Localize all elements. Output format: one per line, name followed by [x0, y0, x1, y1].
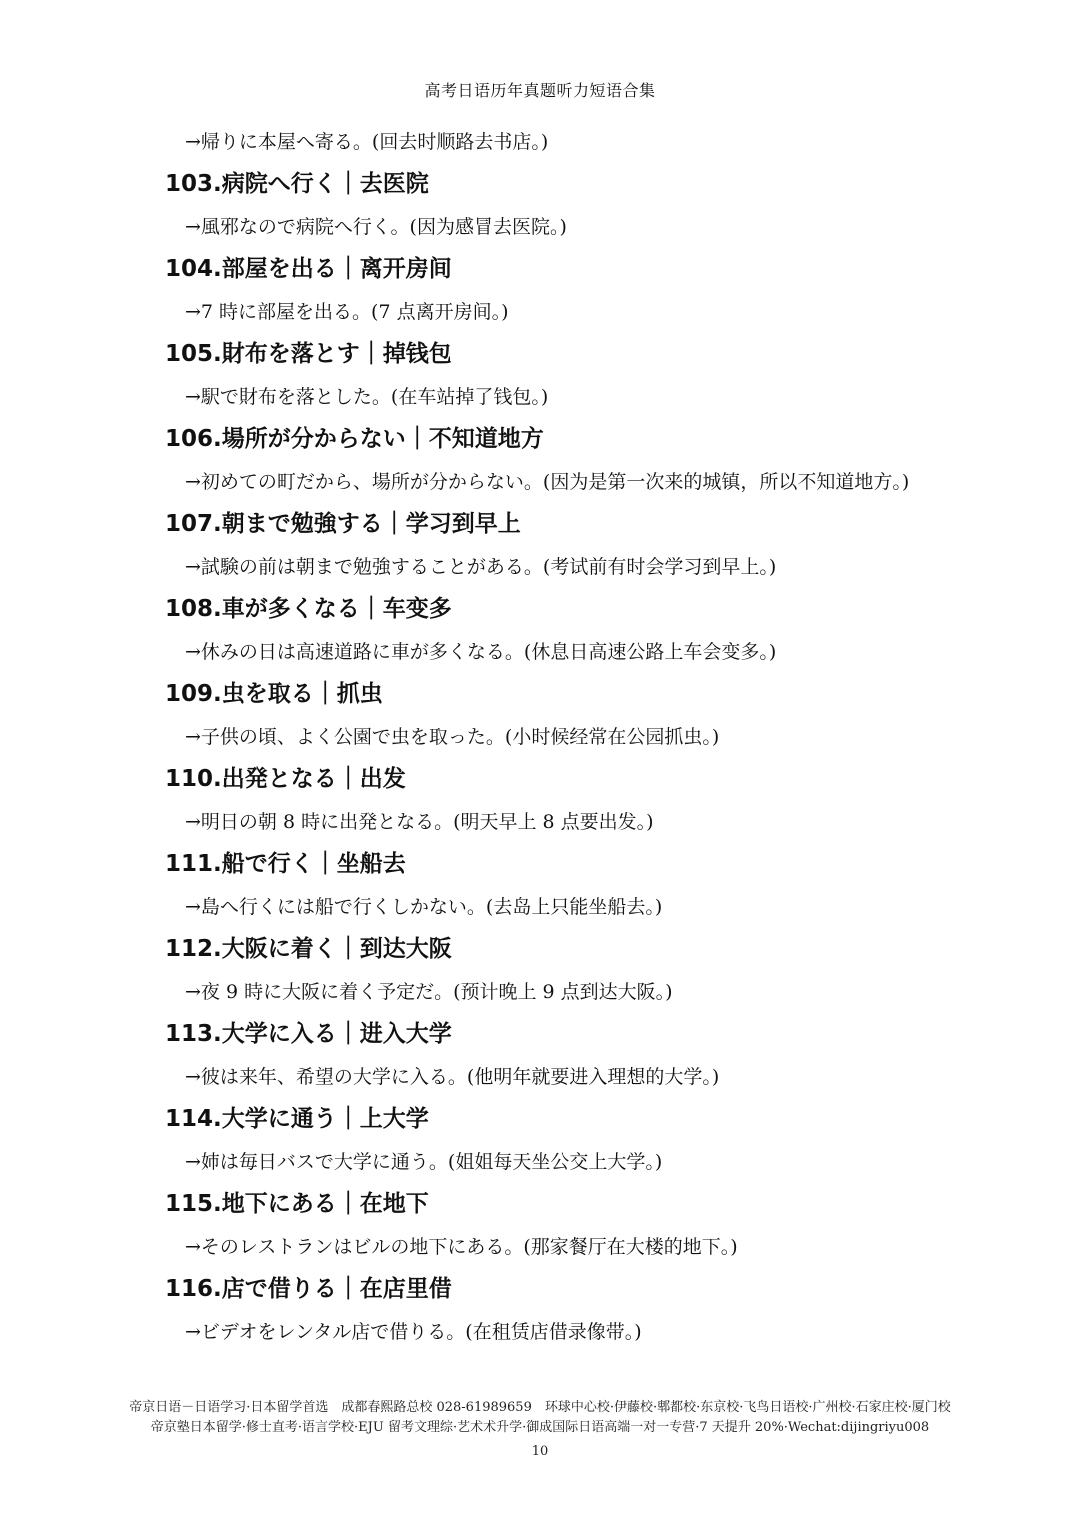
phrase-example: →休みの日は高速道路に車が多くなる。(休息日高速公路上车会变多。): [185, 641, 777, 663]
phrase-example: →子供の頃、よく公園で虫を取った。(小时候经常在公园抓虫。): [185, 726, 720, 748]
phrase-example: →ビデオをレンタル店で借りる。(在租赁店借录像带。): [185, 1321, 642, 1343]
footer-line-services: 帝京塾日本留学·修士直考·语言学校·EJU 留考文理综·艺术术升学·御成国际日语高端一对一专营·7 天提升 20%·Wechat:dijingriyu008: [150, 1420, 930, 1435]
phrase-entry: [165, 933, 925, 1006]
phrase-title: 104.部屋を出る｜离开房间: [165, 256, 452, 282]
phrase-title: 107.朝まで勉強する｜学习到早上: [165, 511, 521, 537]
phrase-example: →初めての町だから、場所が分からない。(因为是第一次来的城镇，所以不知道地方。): [185, 471, 910, 493]
phrase-entry: [165, 168, 925, 241]
phrase-entry: [165, 848, 925, 921]
phrase-example: →そのレストランはビルの地下にある。(那家餐厅在大楼的地下。): [185, 1236, 738, 1258]
phrase-example: →駅で財布を落とした。(在车站掉了钱包。): [185, 386, 549, 408]
phrase-title: 114.大学に通う｜上大学: [165, 1106, 429, 1132]
phrase-title: 112.大阪に着く｜到达大阪: [165, 936, 452, 962]
page-header: 高考日语历年真题听力短语合集: [424, 81, 656, 100]
phrase-title: 110.出発となる｜出发: [165, 766, 406, 792]
continued-example: →帰りに本屋へ寄る。(回去时顺路去书店。): [185, 131, 549, 153]
phrase-title: 106.場所が分からない｜不知道地方: [165, 426, 544, 452]
phrase-title: 111.船で行く｜坐船去: [165, 851, 406, 877]
phrase-title: 116.店で借りる｜在店里借: [165, 1276, 452, 1302]
phrase-example: →試験の前は朝まで勉強することがある。(考试前有时会学习到早上。): [185, 556, 777, 578]
phrase-entry: [165, 253, 925, 326]
phrase-example: →姉は毎日バスで大学に通う。(姐姐每天坐公交上大学。): [185, 1151, 663, 1173]
page-footer: [0, 1398, 1080, 1462]
phrase-entry: [165, 1273, 925, 1346]
phrase-entry: [165, 678, 925, 751]
phrase-example: →明日の朝 8 時に出発となる。(明天早上 8 点要出发。): [185, 811, 654, 833]
phrase-title: 105.財布を落とす｜掉钱包: [165, 341, 452, 367]
phrase-entry: [165, 1018, 925, 1091]
phrase-entry: [165, 593, 925, 666]
phrase-example: →彼は来年、希望の大学に入る。(他明年就要进入理想的大学。): [185, 1066, 720, 1088]
phrase-example: →島へ行くには船で行くしかない。(去岛上只能坐船去。): [185, 896, 663, 918]
phrase-entry: [165, 508, 925, 581]
page-number: 10: [531, 1444, 549, 1459]
phrase-title: 103.病院へ行く｜去医院: [165, 171, 429, 197]
phrase-entry: [165, 1188, 925, 1261]
phrase-title: 109.虫を取る｜抓虫: [165, 681, 383, 707]
phrase-title: 115.地下にある｜在地下: [165, 1191, 429, 1217]
phrase-title: 108.車が多くなる｜车变多: [165, 596, 452, 622]
phrase-list: [165, 128, 925, 1358]
phrase-entry: [165, 423, 925, 496]
phrase-example: →夜 9 時に大阪に着く予定だ。(预计晚上 9 点到达大阪。): [185, 981, 673, 1003]
phrase-entry: [165, 763, 925, 836]
phrase-example: →7 時に部屋を出る。(7 点离开房间。): [185, 301, 509, 323]
footer-line-schools: 帝京日语－日语学习·日本留学首选 成都春熙路总校 028-61989659 环球中心校·伊藤校·郫都校·东京校·飞鸟日语校·广州校·石家庄校·厦门校: [129, 1400, 951, 1415]
phrase-example: →風邪なので病院へ行く。(因为感冒去医院。): [185, 216, 567, 238]
phrase-entry: [165, 338, 925, 411]
phrase-title: 113.大学に入る｜进入大学: [165, 1021, 452, 1047]
phrase-entry: [165, 1103, 925, 1176]
